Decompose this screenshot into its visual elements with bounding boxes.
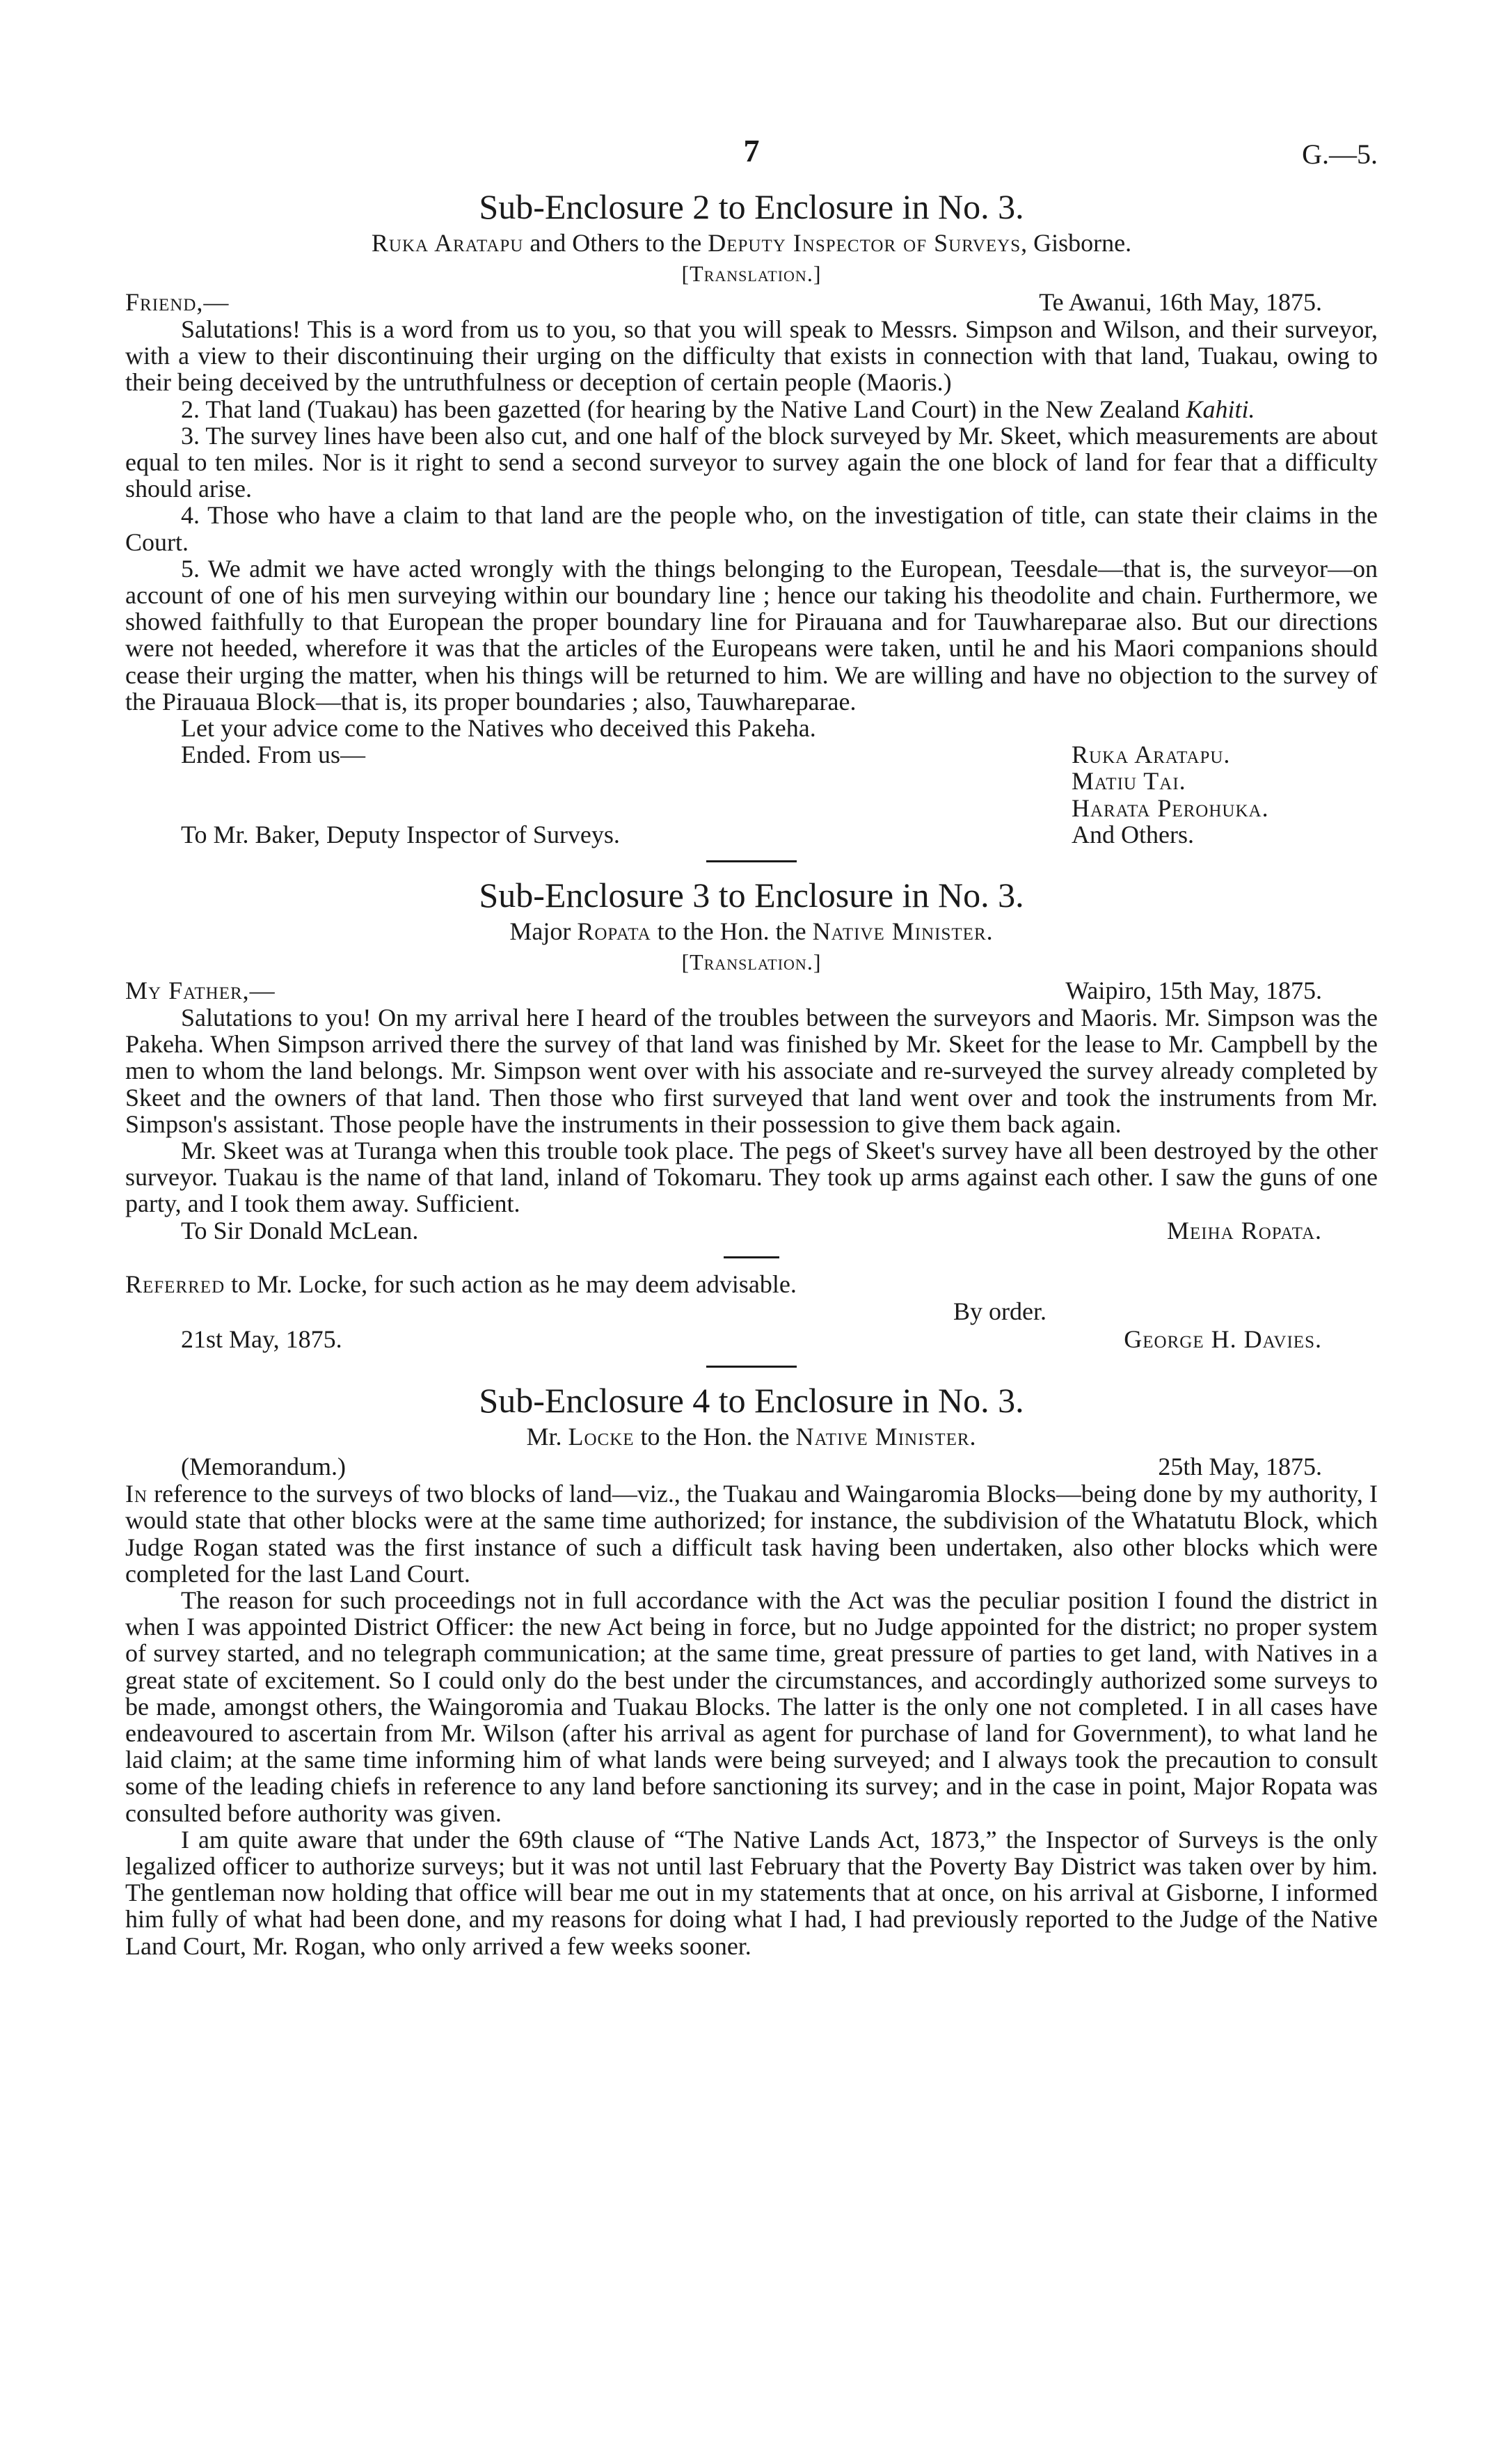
signatory: Matiu Tai. <box>1072 767 1186 796</box>
referral-date: 21st May, 1875. <box>181 1325 342 1354</box>
sub-enclosure-3-subtitle: Major Ropata to the Hon. the Native Minister. <box>509 917 994 946</box>
salutation: Friend,— <box>125 288 230 316</box>
salutation-line <box>125 977 1378 1004</box>
signatory: Harata Perohuka. <box>1072 793 1269 822</box>
paragraph: I am quite aware that under the 69th clause of “The Native Lands Act, 1873,” the Inspector of Surveys is the only legalized officer to authorize surveys; but it was not until last February that the Poverty Bay District was taken over by him. The gentleman now holding that office will bear me out in my statements that at once, on his arrival at Gisborne, I informed him fully of what had been done, and my reasons for doing what I had, I had previously reported to the Judge of the Native Land Court, Mr. Rogan, who only arrived a few weeks sooner. <box>125 1825 1378 1960</box>
sub-enclosure-3-title: Sub-Enclosure 3 to Enclosure in No. 3. <box>479 876 1024 915</box>
paragraph: 4. Those who have a claim to that land are the people who, on the investigation of title, can state their claims in the Court. <box>125 501 1378 556</box>
paragraph: 3. The survey lines have been also cut, and one half of the block surveyed by Mr. Skeet, which measurements are about equal to ten miles. Nor is it right to send a second surveyor to survey again the one block of land for fear that a difficulty should arise. <box>125 421 1378 503</box>
paragraph: 2. That land (Tuakau) has been gazetted (for hearing by the Native Land Court) in the New Zealand Kahiti. <box>181 395 1255 423</box>
memo-label: (Memorandum.) <box>181 1453 346 1481</box>
addressee: To Mr. Baker, Deputy Inspector of Surveys. <box>181 820 620 848</box>
paragraph: Let your advice come to the Natives who deceived this Pakeha. <box>181 714 816 743</box>
translation-note: [Translation.] <box>681 949 822 975</box>
signature-block <box>125 1217 1378 1244</box>
by-order: By order. <box>953 1297 1047 1326</box>
salutation: My Father,— <box>125 977 276 1005</box>
sub-enclosure-4-title: Sub-Enclosure 4 to Enclosure in No. 3. <box>479 1381 1024 1421</box>
closing: Ended. From us— <box>181 741 365 769</box>
letter-date: Te Awanui, 16th May, 1875. <box>1039 288 1322 316</box>
referral-signatory: George H. Davies. <box>1124 1325 1322 1354</box>
paragraph: Salutations to you! On my arrival here I heard of the troubles between the surveyors and Maoris. Mr. Simpson was the Pakeha. When Simpson arrived there the survey of that land was finished by Mr. Skeet for the lease to Mr. Campbell by the men to whom the land belongs. Mr. Simpson went over with his associate and re-surveyed the survey already completed by Skeet and the owners of that land. Then those who first surveyed that land went over and took the instruments from Mr. Simpson's assistant. Those people have the instruments in their possession to give them back again. <box>125 1004 1378 1138</box>
paper-reference: G.—5. <box>1302 139 1378 170</box>
memo-line <box>125 1453 1378 1480</box>
signatory: And Others. <box>1072 820 1194 848</box>
section-divider <box>706 860 797 862</box>
section-divider <box>706 1366 797 1368</box>
signatory: Ruka Aratapu. <box>1072 741 1231 769</box>
addressee: To Sir Donald McLean. <box>181 1216 419 1244</box>
page-number: 7 <box>743 133 760 168</box>
sub-enclosure-4-subtitle: Mr. Locke to the Hon. the Native Minister. <box>526 1423 977 1451</box>
paragraph: In reference to the surveys of two blocks of land—viz., the Tuakau and Waingaromia Blocks—being done by my authority, I would state that other blocks were at the same time authorized; for instance, the subdivision of the Whatatutu Block, which Judge Rogan stated was the first instance of such a difficult task having been undertaken, also other blocks which were completed for the last Land Court. <box>125 1480 1378 1588</box>
document-page <box>125 132 1378 1959</box>
page-header <box>125 132 1378 181</box>
memo-date: 25th May, 1875. <box>1158 1453 1322 1481</box>
paragraph: Salutations! This is a word from us to you, so that you will speak to Messrs. Simpson and Wilson, and their surveyor, with a view to their discontinuing their urging on the difficulty that exists in connection with that land, Tuakau, owing to their being deceived by the untruthfulness or deception of certain people (Maoris.) <box>125 315 1378 397</box>
translation-note: [Translation.] <box>681 261 822 286</box>
sub-enclosure-2-title: Sub-Enclosure 2 to Enclosure in No. 3. <box>479 187 1024 226</box>
paragraph: The reason for such proceedings not in full accordance with the Act was the peculiar position I found the district in when I was appointed District Officer: the new Act being in force, but no Judge appointed for the district; no proper system of survey started, and no telegraph communication; at the same time, great pressure of parties to get land, with Natives in a great state of excitement. So I could only do the best under the circumstances, and accordingly authorized some surveys to be made, amongst others, the Waingoromia and Tuakau Blocks. The latter is the only one not completed. I in all cases have endeavoured to ascertain from Mr. Wilson (after his arrival as agent for purchase of land for Government), to what land he laid claim; at the same time informing him of what lands were being surveyed; and I always took the precaution to consult some of the leading chiefs in reference to any land before sanctioning its survey; and in the case in point, Major Ropata was consulted before authority was given. <box>125 1586 1378 1827</box>
paragraph: 5. We admit we have acted wrongly with the things belonging to the European, Teesdale—that is, the surveyor—on account of one of his men surveying within our boundary line ; hence our taking his theodolite and chain. Furthermore, we showed faithfully to that European the proper boundary line for Pirauana and for Tauwhareparae also. But our directions were not heeded, wherefore it was that the articles of the Europeans were taken, until he and his Maori companions should cease their urging the matter, when his things will be returned to him. We are willing and have no objection to the survey of the Pirauaua Block—that is, its proper boundaries ; also, Tauwhareparae. <box>125 554 1378 716</box>
sub-enclosure-2-subtitle: Ruka Aratapu and Others to the Deputy Inspector of Surveys, Gisborne. <box>371 229 1132 257</box>
referral-dateline <box>125 1325 1378 1353</box>
paragraph: Mr. Skeet was at Turanga when this trouble took place. The pegs of Skeet's survey have all been destroyed by the other surveyor. Tuakau is the name of that land, inland of Tokomaru. They took up arms against each other. I saw the guns of one party, and I took them away. Sufficient. <box>125 1137 1378 1218</box>
signature-block <box>125 741 1378 768</box>
salutation-line <box>125 288 1378 316</box>
divider <box>724 1256 779 1258</box>
referral-note: Referred to Mr. Locke, for such action as he may deem advisable. <box>125 1270 797 1298</box>
letter-date: Waipiro, 15th May, 1875. <box>1065 977 1322 1005</box>
signatory: Meiha Ropata. <box>1167 1216 1322 1244</box>
